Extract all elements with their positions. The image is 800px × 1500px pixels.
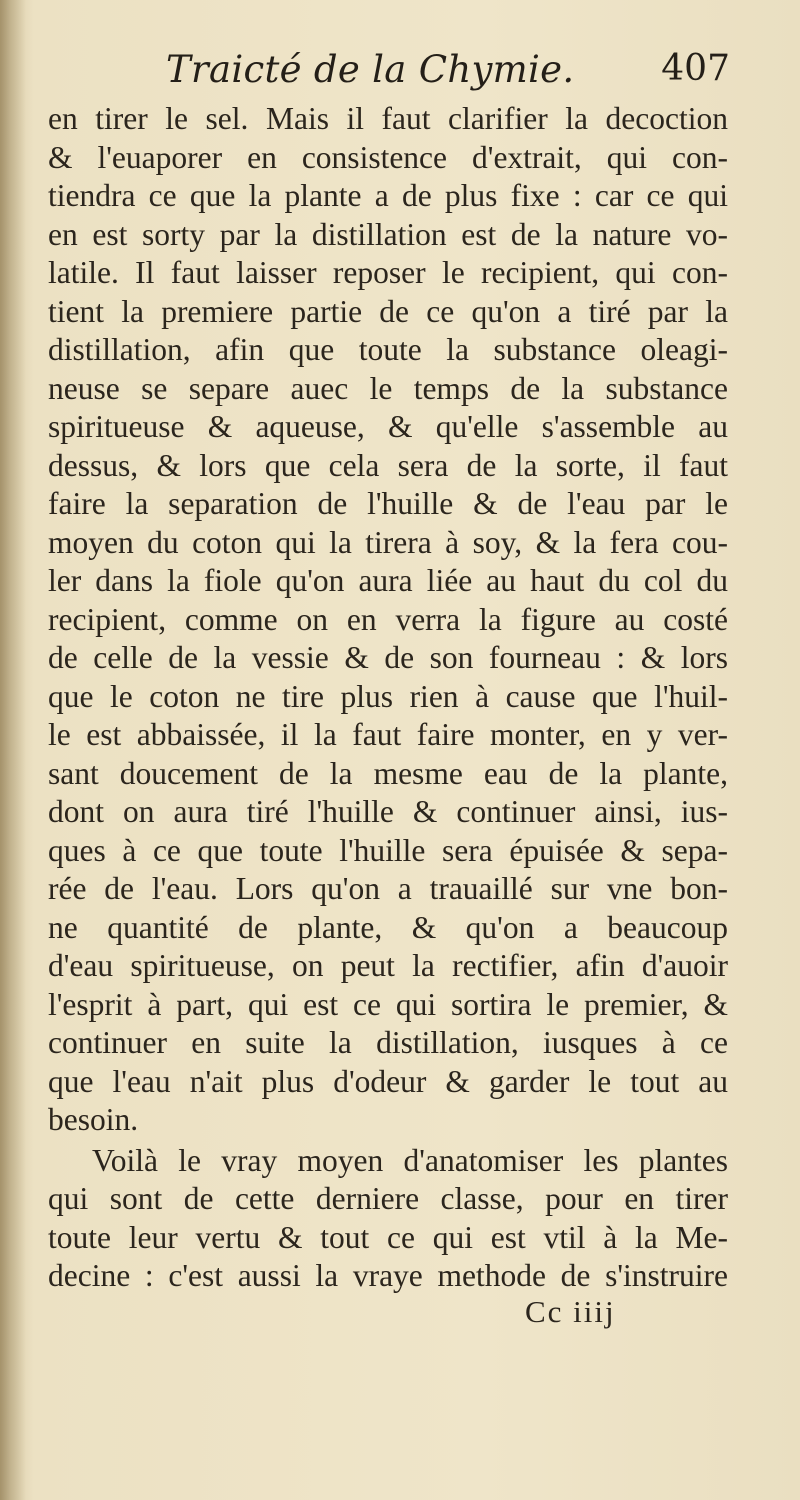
text-line: toute leur vertu & tout ce qui est vtil à la Me-: [48, 1219, 728, 1255]
text-line: continuer en suite la distillation, iusques à ce: [48, 1025, 728, 1060]
text-line: ques à ce que toute l'huille sera épuisée & sepa-: [48, 832, 728, 868]
gutter-shadow: [0, 0, 26, 1500]
text-line: que l'eau n'ait plus d'odeur & garder le tout au: [48, 1063, 728, 1099]
text-line: l'esprit à part, qui est ce qui sortira le premier, &: [48, 986, 728, 1022]
text-line: en est sorty par la distillation est de la nature vo-: [48, 216, 728, 252]
text-line: latile. Il faut laisser reposer le recipient, qui con-: [48, 255, 728, 290]
text-line: tiendra ce que la plante a de plus fixe : car ce qui: [48, 178, 728, 213]
running-title: Traicté de la Chymie.: [166, 48, 575, 91]
text-line: dessus, & lors que cela sera de la sorte, il faut: [48, 447, 728, 483]
text-line: de celle de la vessie & de son fourneau : & lors: [48, 640, 728, 675]
paragraph-2: [48, 1142, 728, 1296]
text-line: que le coton ne tire plus rien à cause que l'huil-: [48, 678, 728, 714]
text-line: tient la premiere partie de ce qu'on a tiré par la: [48, 293, 728, 329]
signature-mark: Cc iiij: [525, 1294, 616, 1329]
running-head: [48, 44, 730, 100]
body-text: [48, 100, 728, 1296]
text-line: & l'euaporer en consistence d'extrait, qui con-: [48, 139, 728, 175]
text-line: besoin.: [48, 1102, 139, 1137]
text-line: rée de l'eau. Lors qu'on a trauaillé sur vne bon-: [48, 871, 728, 906]
text-line: neuse se separe auec le temps de la substance: [48, 370, 728, 406]
text-line: decine : c'est aussi la vraye methode de s'instruire: [48, 1258, 728, 1293]
paragraph-1: [48, 100, 728, 1140]
text-line: le est abbaissée, il la faut faire monter, en y ver-: [48, 717, 728, 752]
text-line: qui sont de cette derniere classe, pour en tirer: [48, 1181, 728, 1216]
text-line: dont on aura tiré l'huille & continuer ainsi, ius-: [48, 794, 728, 829]
text-line: en tirer le sel. Mais il faut clarifier la decoction: [48, 101, 728, 136]
text-line: moyen du coton qui la tirera à soy, & la fera cou-: [48, 524, 728, 560]
text-line: spiritueuse & aqueuse, & qu'elle s'assemble au: [48, 409, 728, 444]
text-line: distillation, afin que toute la substance oleagi-: [48, 332, 728, 367]
text-line: Voilà le vray moyen d'anatomiser les plantes: [92, 1142, 728, 1178]
text-line: ne quantité de plante, & qu'on a beaucoup: [48, 909, 728, 945]
text-line: d'eau spiritueuse, on peut la rectifier, afin d'auoir: [48, 948, 728, 983]
text-line: sant doucement de la mesme eau de la plante,: [48, 755, 728, 791]
text-line: faire la separation de l'huille & de l'eau par le: [48, 486, 728, 521]
text-line: recipient, comme on en verra la figure au costé: [48, 601, 728, 637]
text-line: ler dans la fiole qu'on aura liée au haut du col du: [48, 563, 728, 598]
page-number: 407: [661, 48, 730, 89]
